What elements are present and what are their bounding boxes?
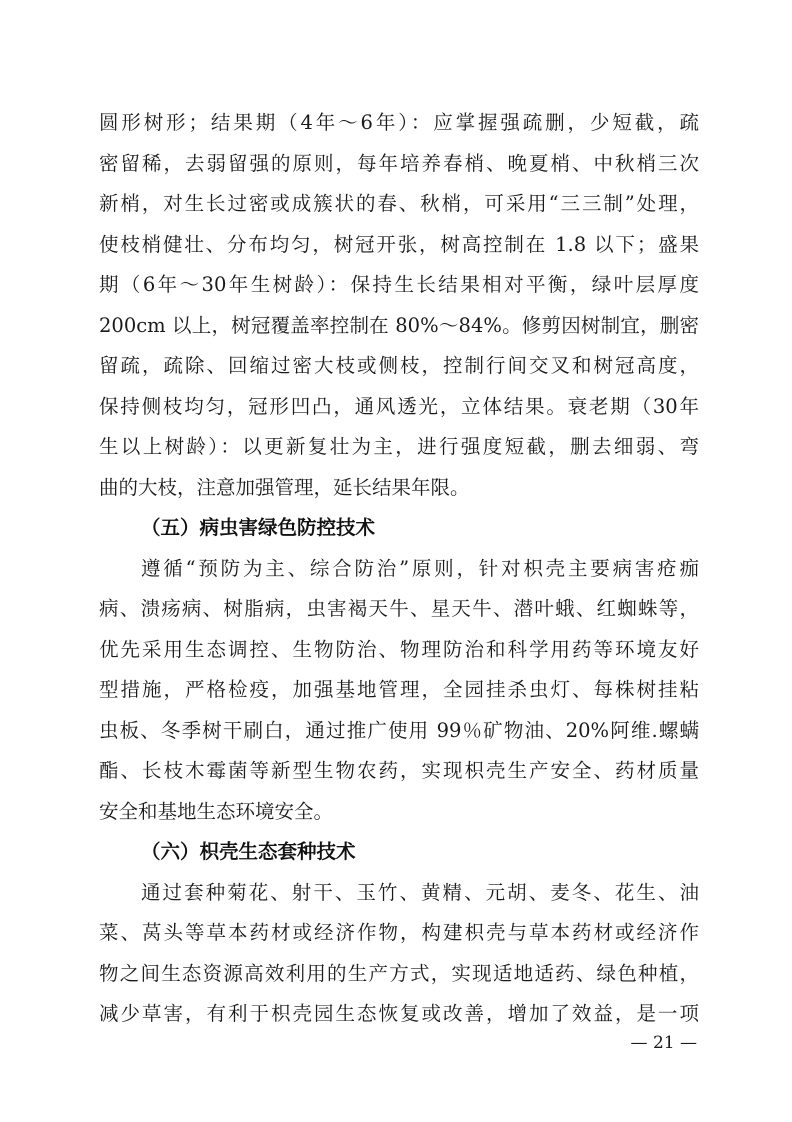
body-line: 通过套种菊花、射干、玉竹、黄精、元胡、麦冬、花生、油 xyxy=(141,880,699,904)
body-line: 菜、莴头等草本药材或经济作物，构建枳壳与草本药材或经济作 xyxy=(99,921,699,944)
body-line: 密留稀，去弱留强的原则，每年培养春梢、晚夏梢、中秋梢三次 xyxy=(99,151,699,175)
body-line: 保持侧枝均匀，冠形凹凸，通风透光，立体结果。衰老期（30年 xyxy=(99,394,699,418)
body-line: 新梢，对生长过密或成簇状的春、秋梢，可采用“三三制”处理， xyxy=(99,192,699,215)
continued-paragraph xyxy=(99,103,699,508)
section-heading-pest-control: （五）病虫害绿色防控技术 xyxy=(141,516,376,539)
body-line: 优先采用生态调控、生物防治、物理防治和科学用药等环境友好 xyxy=(99,637,699,661)
body-line: 安全和基地生态环境安全。 xyxy=(99,799,334,823)
body-line: 物之间生态资源高效利用的生产方式，实现适地适药、绿色种植， xyxy=(99,961,699,985)
body-line: 酯、长枝木霉菌等新型生物农药，实现枳壳生产安全、药材质量 xyxy=(99,759,699,782)
body-line: 遵循“预防为主、综合防治”原则，针对枳壳主要病害疮痂 xyxy=(141,556,699,580)
document-body xyxy=(99,103,699,1035)
body-line: 留疏，疏除、回缩过密大枝或侧枝，控制行间交叉和树冠高度， xyxy=(99,354,699,377)
section-heading-intercropping: （六）枳壳生态套种技术 xyxy=(141,840,356,863)
intercropping-paragraph xyxy=(99,873,699,1035)
body-line: 200cm 以上，树冠覆盖率控制在 80%～84%。修剪因树制宜，删密 xyxy=(99,313,699,337)
body-line: 圆形树形；结果期（4年～6年）：应掌握强疏删，少短截，疏 xyxy=(99,111,699,134)
body-line: 使枝梢健壮、分布均匀，树冠开张，树高控制在 1.8 以下；盛果 xyxy=(99,232,699,256)
body-line: 病、溃疡病、树脂病，虫害褐天牛、星天牛、潜叶蛾、红蜘蛛等， xyxy=(99,597,699,620)
body-line: 生以上树龄）：以更新复壮为主，进行强度短截，删去细弱、弯 xyxy=(99,435,699,458)
page-number: — 21 — xyxy=(630,1033,697,1053)
body-line: 型措施，严格检疫，加强基地管理，全园挂杀虫灯、每株树挂粘 xyxy=(99,678,699,701)
body-line: 虫板、冬季树干刷白，通过推广使用 99％矿物油、20%阿维.螺螨 xyxy=(99,718,699,742)
body-line: 减少草害，有利于枳壳园生态恢复或改善，增加了效益，是一项 xyxy=(99,1002,699,1025)
pest-control-paragraph xyxy=(99,549,699,833)
body-line: 曲的大枝，注意加强管理，延长结果年限。 xyxy=(99,475,470,499)
body-line: 期（6年～30年生树龄）：保持生长结果相对平衡，绿叶层厚度 xyxy=(99,273,699,296)
